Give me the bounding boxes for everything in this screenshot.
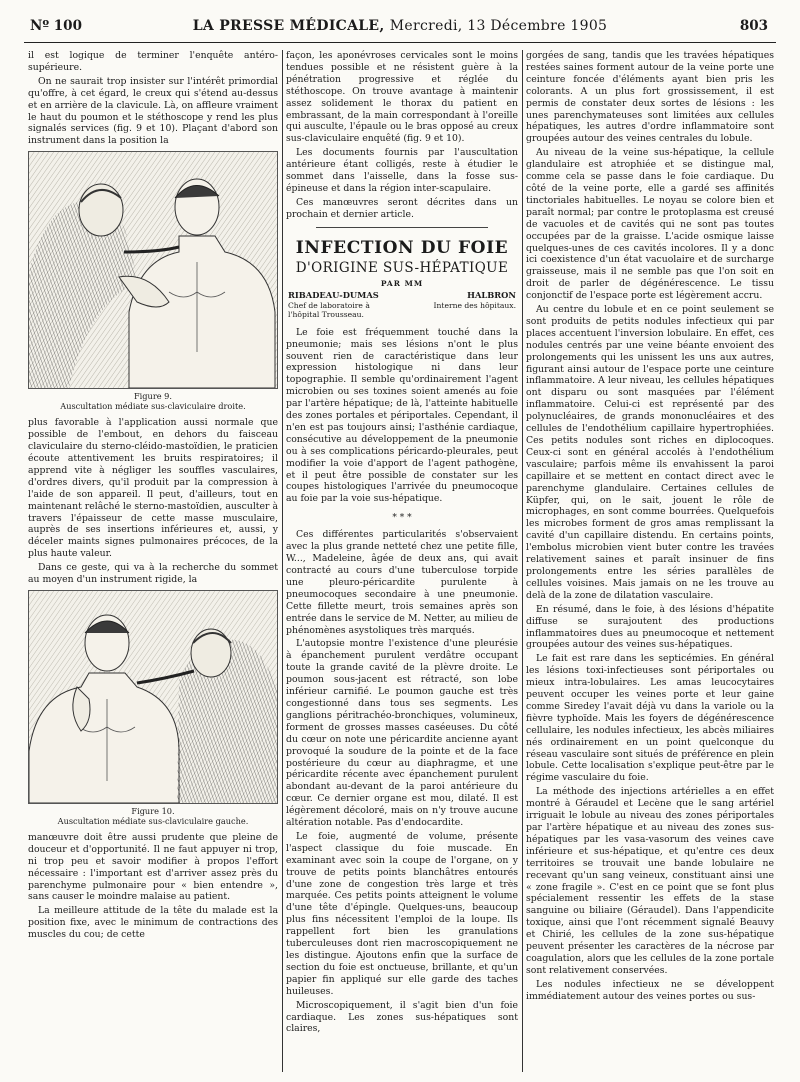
issue-number: Nº 100 [30,18,82,34]
author-roles [288,301,516,319]
page-number: 803 [739,18,768,34]
article-subtitle: D'ORIGINE SUS-HÉPATIQUE [295,259,509,276]
paragraph: Le foie, augmenté de volume, présente l'aspect classique du foie muscade. En examinant avec soin la coupe de l'organe, on y trouve de petits points blanchâtres entourés d'une zone de congestion très large et très marquée. Ces petits points atteignent le volume d'une tête d'épingle. Quelques-uns, beaucoup plus fins nécessitent l'emploi de la loupe. Ils rappellent fort bien les granulations tuberculeuses dont rien macroscopiquement ne les distingue. Ajoutons enfin que la surface de section du foie est onctueuse, brillante, et qu'un papier fin appliqué sur elle garde des taches huileuses. [286,830,518,997]
column-2 [286,50,518,1072]
engraving-auscultation-right [29,152,277,388]
paragraph: Ces manœuvres seront décrites dans un prochain et dernier article. [286,196,518,220]
figure-9-illustration [28,151,278,389]
figure-9-title: Figure 9. [134,391,172,402]
paragraph: En résumé, dans le foie, à des lésions d'hépatite diffuse se surajoutent des productions inflammatoires dues au pneumocoque et nettement groupées autour des veines sus-hépatiques. [526,603,774,651]
paragraph: il est logique de terminer l'enquête antéro-supérieure. [28,50,278,73]
figure-9-description: Auscultation médiate sus-claviculaire droite. [60,401,246,412]
section-break: * * * [392,513,412,524]
paragraph: manœuvre doit être aussi prudente que pleine de douceur et d'opportunité. Il ne faut appuyer ni trop, ni trop peu et savoir modifier à propos l'effort nécessaire : l'important est d'arriver assez près du parenchyme pulmonaire pour « bien entendre », sans causer le moindre malaise au patient. [28,831,278,903]
author-1: RIBADEAU-DUMAS [288,289,379,300]
figure-9-caption [28,391,278,411]
column-3 [526,50,774,1072]
author-2: HALBRON [467,289,516,300]
paragraph: Le fait est rare dans les septicémies. En général les lésions toxi-infectieuses sont périportales ou mieux intra-lobulaires. Les amas leucocytaires peuvent occuper les veines porte et leur gaine comme Siredey l'avait déjà vu dans la variole ou la fièvre typhoïde. Mais les foyers de dégénérescence cellulaire, les nodules infectieux, les abcès miliaires nés ordinairement en un point quelconque du réseau vasculaire sont situés de préférence en plein lobule. Cette localisation s'explique peut-être par le régime vasculaire du foie. [526,653,774,784]
paragraph: Ces différentes particularités s'observaient avec la plus grande netteté chez une petite fille, W..., Madeleine, âgée de deux ans, qui avait contracté au cours d'une tuberculose torpide une pleuro-péricardite purulente à pneumocoques secondaire à une pneumonie. Cette fillette meurt, trois semaines après son entrée dans le service de M. Netter, au milieu de phénomènes asystoliques très marqués. [286,529,518,636]
paragraph: Le foie est fréquemment touché dans la pneumonie; mais ses lésions n'ont le plus souvent rien de caractéristique dans leur expression histologique ni dans leur topographie. Il semble qu'ordinairement l'agent microbien ou ses toxines soient amenés au foie par l'artère hépatique; de là, l'atteinte habituelle des zones portales et périportales. Cependant, il n'en est pas toujours ainsi; l'asthénie cardiaque, consécutive au développement de la pneumonie ou à ses complications péricardo-pleurales, peut modifier la voie d'apport de l'agent pathogène, et il peut être possible de constater sur les coupes histologiques l'arrivée du pneumocoque au foie par la voie sus-hépatique. [286,326,518,505]
figure-10-caption [28,806,278,826]
paragraph: On ne saurait trop insister sur l'intérêt primordial qu'offre, à cet égard, le creux qui s'étend au-dessus et en arrière de la clavicule. Là, on affleure vraiment le haut du poumon et le stéthoscope y rend les plus signalés services (fig. 9 et 10). Plaçant d'abord son instrument dans la position la [28,75,278,147]
engraving-auscultation-left [29,591,277,803]
column-rule-1 [282,50,283,1072]
paragraph: La meilleure attitude de la tête du malade est la position fixe, avec le minimum de contractions des muscles du cou; de cette [28,905,278,941]
issue-date: Mercredi, 13 Décembre 1905 [389,18,608,34]
paragraph: Au niveau de la veine sus-hépatique, la cellule glandulaire est atrophiée et se distingue mal, comme cela se passe dans le foie cardiaque. Du côté de la veine porte, elle a gardé ses affinités tinctoriales habituelles. Le noyau se colore bien et paraît normal; par contre le protoplasma est creusé de vacuoles et de cavités qui ne sont pas toutes occupées par de la graisse. L'acide osmique laisse quelques-unes de ces cavités incolores. Il y a donc ici coexistence d'un état vacuolaire et de surcharge graisseuse, mais il ne semble pas que l'on soit en droit de parler de dégénérescence. Le tissu conjonctif de l'espace porte est légèrement accru. [526,147,774,302]
authors [288,290,516,300]
paragraph: Les nodules infectieux ne se développent immédiatement autour des veines portes ou sus- [526,978,774,1002]
journal-name: LA PRESSE MÉDICALE [192,18,380,34]
figure-10-title: Figure 10. [131,805,175,816]
paragraph: L'autopsie montre l'existence d'une pleurésie à épanchement purulent verdâtre occupant toute la grande cavité de la plèvre droite. Le poumon sous-jacent est rétracté, son lobe inférieur carnifié. Le poumon gauche est très congestionné dans tous ses segments. Les ganglions péritrachéo-bronchiques, volumineux, forment de grosses masses caséeuses. Du côté du cœur on note une péricardite ancienne ayant provoqué la soudure de la pointe et de la face postérieure du cœur au diaphragme, et une péricardite récente avec épanchement purulent abondant au-devant de la paroi antérieure du cœur. Ce dernier organe est mou, dilaté. Il est légèrement décoloré, mais on n'y trouve aucune altération notable. Pas d'endocardite. [286,638,518,829]
paragraph: Au centre du lobule et en ce point seulement se sont produits de petits nodules infectieux qui par places accentuent l'inversion lobulaire. En effet, ces nodules centrés par une veine béante envoient des prolongements qui les unissent les uns aux autres, figurant ainsi autour de l'espace porte une ceinture inflammatoire. A leur niveau, les cellules hépatiques ont disparu ou sont masquées par l'élément inflammatoire. Celui-ci est représenté par des polynucléaires, de grands mononucléaires et des cellules de l'endothélium capillaire hypertrophiées. Ces petits nodules sont riches en diplocoques. Ceux-ci sont en général accolés à l'endothélium vasculaire; parfois même ils envahissent la paroi capillaire et se mettent en contact direct avec le parenchyme glandulaire. Certaines cellules de Küpfer, qui, on le sait, jouent le rôle de microphages, en sont comme bourrées. Quelquefois les microbes forment de gros amas remplissant la cavité d'un capillaire distendu. En certains points, l'embolus microbien vient buter contre les travées relativement saines et paraît insinuer de fins prolongements entre les séries parallèles de cellules voisines. Mais jamais on ne les trouve au delà de la zone de dilatation vasculaire. [526,304,774,601]
paragraph: gorgées de sang, tandis que les travées hépatiques restées saines forment autour de la veine porte une ceinture foncée d'éléments ayant bien pris les colorants. A un plus fort grossissement, il est permis de constater deux sortes de lésions : les unes parenchymateuses sont limitées aux cellules hépatiques, les autres d'ordre inflammatoire sont groupées autour des veines centrales du lobule. [526,50,774,145]
column-rule-2 [522,50,523,1072]
figure-10-description: Auscultation médiate sus-claviculaire gauche. [57,815,249,826]
article-title: INFECTION DU FOIE [295,237,509,258]
figure-10-illustration [28,590,278,804]
column-1 [28,50,278,1072]
paragraph: façon, les aponévroses cervicales sont le moins tendues possible et ne résistent guère à la pénétration progressive et réglée du stéthoscope. On trouve avantage à maintenir assez solidement le thorax du patient en embrassant, de la main correspondant à l'oreille qui ausculte, l'épaule ou le bras opposé au creux sus-claviculaire enquêté (fig. 9 et 10). [286,50,518,145]
paragraph: plus favorable à l'application aussi normale que possible de l'embout, en dehors du faisceau claviculaire du sterno-cléido-mastoïdien, le praticien écoute attentivement les bruits respiratoires; il apprend vite à négliger les souffles vasculaires, d'ordres divers, qu'il produit par la compression à l'aide de son appareil. Il peut, d'ailleurs, tout en maintenant relâché le sterno-mastoïdien, ausculter à travers l'épaisseur de cette masse musculaire, auprès de ses insertions inférieures et, aussi, y déceler maints signes pulmonaires précoces, de la plus haute valeur. [28,417,278,560]
paragraph: La méthode des injections artérielles a en effet montré à Géraudel et Lecène que le sang artériel irriguait le lobule au niveau des zones périportales par l'artère hépatique et au niveau des zones sus-hépatiques par les vasa-vasorum des veines cave inférieure et sus-hépatique, et qu'entre ces deux territoires se trouvait une bande lobulaire ne recevant qu'un sang veineux, constituant ainsi une « zone fragile ». C'est en ce point que se font plus spécialement ressentir les effets de la stase sanguine ou biliaire (Géraudel). Dans l'appendicite toxique, ainsi que l'ont récemment signalé Beauvy et Chirié, les cellules de la zone sus-hépatique peuvent présenter les caractères de la nécrose par coagulation, alors que les cellules de la zone portale sont relativement conservées. [526,786,774,976]
paragraph: Dans ce geste, qui va à la recherche du sommet au moyen d'un instrument rigide, la [28,562,278,586]
article-separator [316,227,488,228]
paragraph: Microscopiquement, il s'agit bien d'un foie cardiaque. Les zones sus-hépatiques sont claires, [286,999,518,1035]
page-header [24,8,776,46]
byline-intro: PAR MM [380,278,424,288]
author-1-role: Chef de laboratoire à l'hôpital Trousseau. [288,300,370,319]
header-rule [24,42,776,43]
masthead: LA PRESSE MÉDICALE, Mercredi, 13 Décembre 1905 [192,18,608,34]
author-2-role: Interne des hôpitaux. [433,300,516,310]
paragraph: Les documents fournis par l'auscultation antérieure étant colligés, reste à étudier le sommet dans l'aisselle, dans la fosse sus-épineuse et dans la région inter-scapulaire. [286,147,518,194]
